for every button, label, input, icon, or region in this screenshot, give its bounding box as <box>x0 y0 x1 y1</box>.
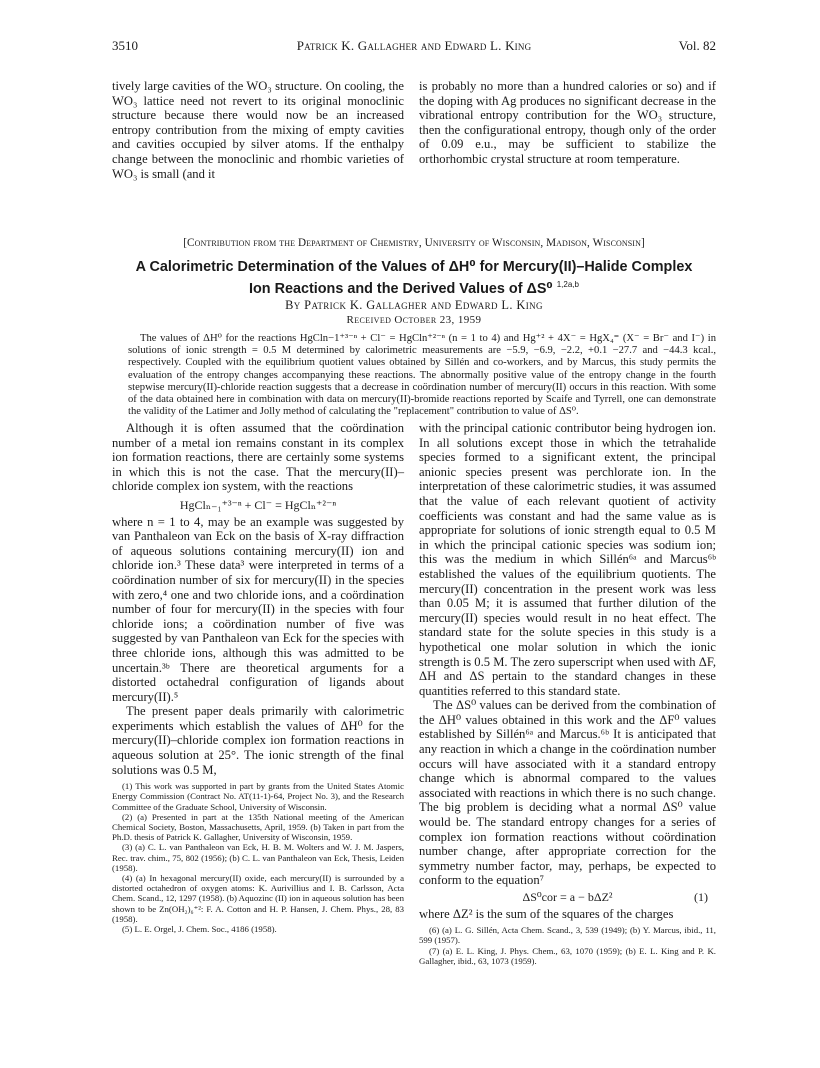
body-paragraph: where ΔZ² is the sum of the squares of the charges <box>419 906 674 921</box>
article-title <box>112 259 716 298</box>
body-paragraph: where n = 1 to 4, may be an example was suggested by van Panthaleon van Eck on the basis of X-ray diffraction of aqueous solutions containing mercury(II) ion and chloride ion.³ These data³ were interpreted in terms of a coördination number of six for mercury(II) in the species with zero,⁴ one and two chloride ions, and a coördination number of four for mercury(II) in the species with four chloride ions; a coördination number of five was suggested by van Panthaleon van Eck for the species with three chloride ions, although this was admitted to be uncertain.³ᵇ There are theoretical arguments for a distorted octahedral configuration of ligands about mercury(II).⁵ <box>112 514 404 704</box>
footnotes-right <box>419 925 716 966</box>
contribution-line: [Contribution from the Department of Chemistry, University of Wisconsin, Madison, Wisconsin] <box>183 237 645 249</box>
footnote: (7) (a) E. L. King, J. Phys. Chem., 63, 1070 (1959); (b) E. L. King and P. K. Gallagher, ibid., 63, 1073 (1959). <box>419 945 716 966</box>
equation-number: (1) <box>694 890 708 904</box>
article-title-line-1: A Calorimetric Determination of the Values of ΔH⁰ for Mercury(II)–Halide Complex <box>135 259 693 275</box>
running-header <box>112 38 716 54</box>
footnote: (6) (a) L. G. Sillén, Acta Chem. Scand., 3, 539 (1949); (b) Y. Marcus, ibid., 11, 599 (1957). <box>419 925 716 946</box>
body-column-right <box>419 421 716 966</box>
byline: By Patrick K. Gallagher and Edward L. King <box>285 298 543 312</box>
body-column-left <box>112 421 404 934</box>
footnote: (3) (a) C. L. van Panthaleon van Eck, H. B. M. Wolters and W. J. M. Jaspers, Rec. trav. chim., 75, 802 (1956); (b) C. L. van Panthaleon van Eck, Thesis, Leiden (1958). <box>112 842 404 873</box>
footnote: (2) (a) Presented in part at the 135th National meeting of the American Chemical Society, Boston, Massachusetts, April, 1959. (b) Taken in part from the Ph.D. thesis of Patrick K. Gallagher, University of Wisconsin, 1959. <box>112 811 404 843</box>
page-number: 3510 <box>112 38 138 53</box>
continued-paragraph-right: is probably no more than a hundred calories or so) and if the doping with Ag produces no significant decrease in the vibrational entropy contribution for the WO₃ structure, then the configurational entropy, though only of the order of 0.09 e.u., may be sufficient to stabilize the orthorhombic crystal structure at room temperature. <box>419 79 716 166</box>
body-paragraph: The ΔS⁰ values can be derived from the combination of the ΔH⁰ values obtained in this work and the ΔF⁰ values established by Sillén⁶ᵃ and Marcus.⁶ᵇ It is anticipated that any reaction in which a change in the coördination number occurs will have associated with it a standard entropy change which is abnormal compared to the values associated with reactions in which there is no such change. The big problem is deciding what a normal ΔS⁰ value would be. The standard entropy changes for a series of complex ion formation reactions without coördination number change, after appropriate correction for the symmetry number factor, may, perhaps, be expected to conform to the equation⁷ <box>419 698 716 888</box>
footnote: (4) (a) In hexagonal mercury(II) oxide, each mercury(II) is surrounded by a distorted octahedron of oxygen atoms: K. Aurivillius and I. B. Carlsson, Acta Chem. Scand., 12, 1297 (1958). (b) Aquozinc (II) ion in aqueous solution has been shown to be Zn(OH₂)₆⁺²: F. A. Cotton and H. P. Hansen, J. Chem. Phys., 28, 83 (1958). <box>112 873 404 924</box>
reaction-equation: HgClₙ₋₁⁺³⁻ⁿ + Cl⁻ = HgClₙ⁺²⁻ⁿ <box>179 497 337 512</box>
body-paragraph: Although it is often assumed that the coördination number of a metal ion remains constant in its complex ion formation reactions, there are certainly some systems in which this is not the case. That the mercury(II)–chloride complex ion system, with the reactions <box>112 421 404 494</box>
footnote: (1) This work was supported in part by grants from the United States Atomic Energy Commission (Contract No. AT(11-1)-64, Project No. 3), and the Research Committee of the Graduate School, University of Wisconsin. <box>112 781 404 812</box>
received-date: Received October 23, 1959 <box>346 314 482 326</box>
equation-1 <box>419 890 716 905</box>
continued-text-right <box>419 79 716 175</box>
abstract <box>128 333 716 418</box>
body-paragraph: with the principal cationic contributor being hydrogen ion. In all solutions except those in which the tetrahalide species formed to a significant extent, the principal anionic species present was perchlorate ion. In the interpretation of these calorimetric studies, it was assumed that the value of each relevant quotient of activity coefficients was constant and had the same value as is appropriate for solutions of ionic strength equal to 0.5 M in which the principal cationic species was sodium ion; this was the medium in which Sillén⁶ᵃ and Marcus⁶ᵇ established the values of the equilibrium quotients. The mercury(II) concentration in the present work was less than 0.05 M; it is assumed that further dilution of the mercury(II) species would result in no heat effect. The standard state for the solute species in this study is a hypothetical one molar solution in which the ionic strength is 0.5 M. The zero superscript when used with ΔF, ΔH and ΔS pertain to the standard changes in these quantities referred to this standard state. <box>419 421 716 698</box>
abstract-text: The values of ΔH⁰ for the reactions HgCln−1⁺³⁻ⁿ + Cl⁻ = HgCln⁺²⁻ⁿ (n = 1 to 4) and Hg⁺² + 4X⁻ = HgX₄⁼ (X⁻ = Br⁻ and I⁻) in solutions of ionic strength = 0.5 M determined by calorimetric measurements are −5.9, −6.9, −2.2, +0.1 −27.7 and −44.3 kcal., respectively. Coupled with the equilibrium quotient values obtained by Sillén and co-workers, and by Marcus, this study permits the evaluation of the entropy changes accompanying these reactions. The abnormally positive value of the entropy change in the fourth stepwise mercury(II)-chloride reaction suggests that a decrease in coördination number of mercury(II) occurs in this reaction. With some of the data obtained here in combination with data on mercury(II)-bromide reactions reported by Scaife and Tyrrell, one can demonstrate the validity of the Latimer and Jolly method of calculating the "replacement" contribution to value of ΔS⁰. <box>128 333 716 418</box>
article-title-line-2: Ion Reactions and the Derived Values of ΔS⁰ $^{1,2a,b}$ <box>249 280 579 297</box>
footnote: (5) L. E. Orgel, J. Chem. Soc., 4186 (1958). <box>122 924 277 935</box>
continued-paragraph-left: tively large cavities of the WO₃ structure. On cooling, the WO₃ lattice need not revert to its original monoclinic structure because there would now be an increased entropy contribution from the mixing of empty cavities and cavities occupied by silver atoms. If the enthalpy change between the monoclinic and rhombic varieties of WO₃ is small (and it <box>112 79 404 181</box>
equation-text: ΔS⁰cor = a − bΔZ² <box>522 890 613 904</box>
title-footnote-marks: 1,2a,b <box>556 280 579 289</box>
footnotes-left <box>112 781 404 934</box>
continued-text-left <box>112 79 404 181</box>
volume-number: Vol. 82 <box>678 38 716 53</box>
body-paragraph: The present paper deals primarily with calorimetric experiments which establish the values of ΔH⁰ for the mercury(II)–chloride complex ion formation reactions in aqueous solution at 25°. The ionic strength of the final solutions was 0.5 M, <box>112 704 404 777</box>
running-header-authors: Patrick K. Gallagher and Edward L. King <box>296 38 532 53</box>
